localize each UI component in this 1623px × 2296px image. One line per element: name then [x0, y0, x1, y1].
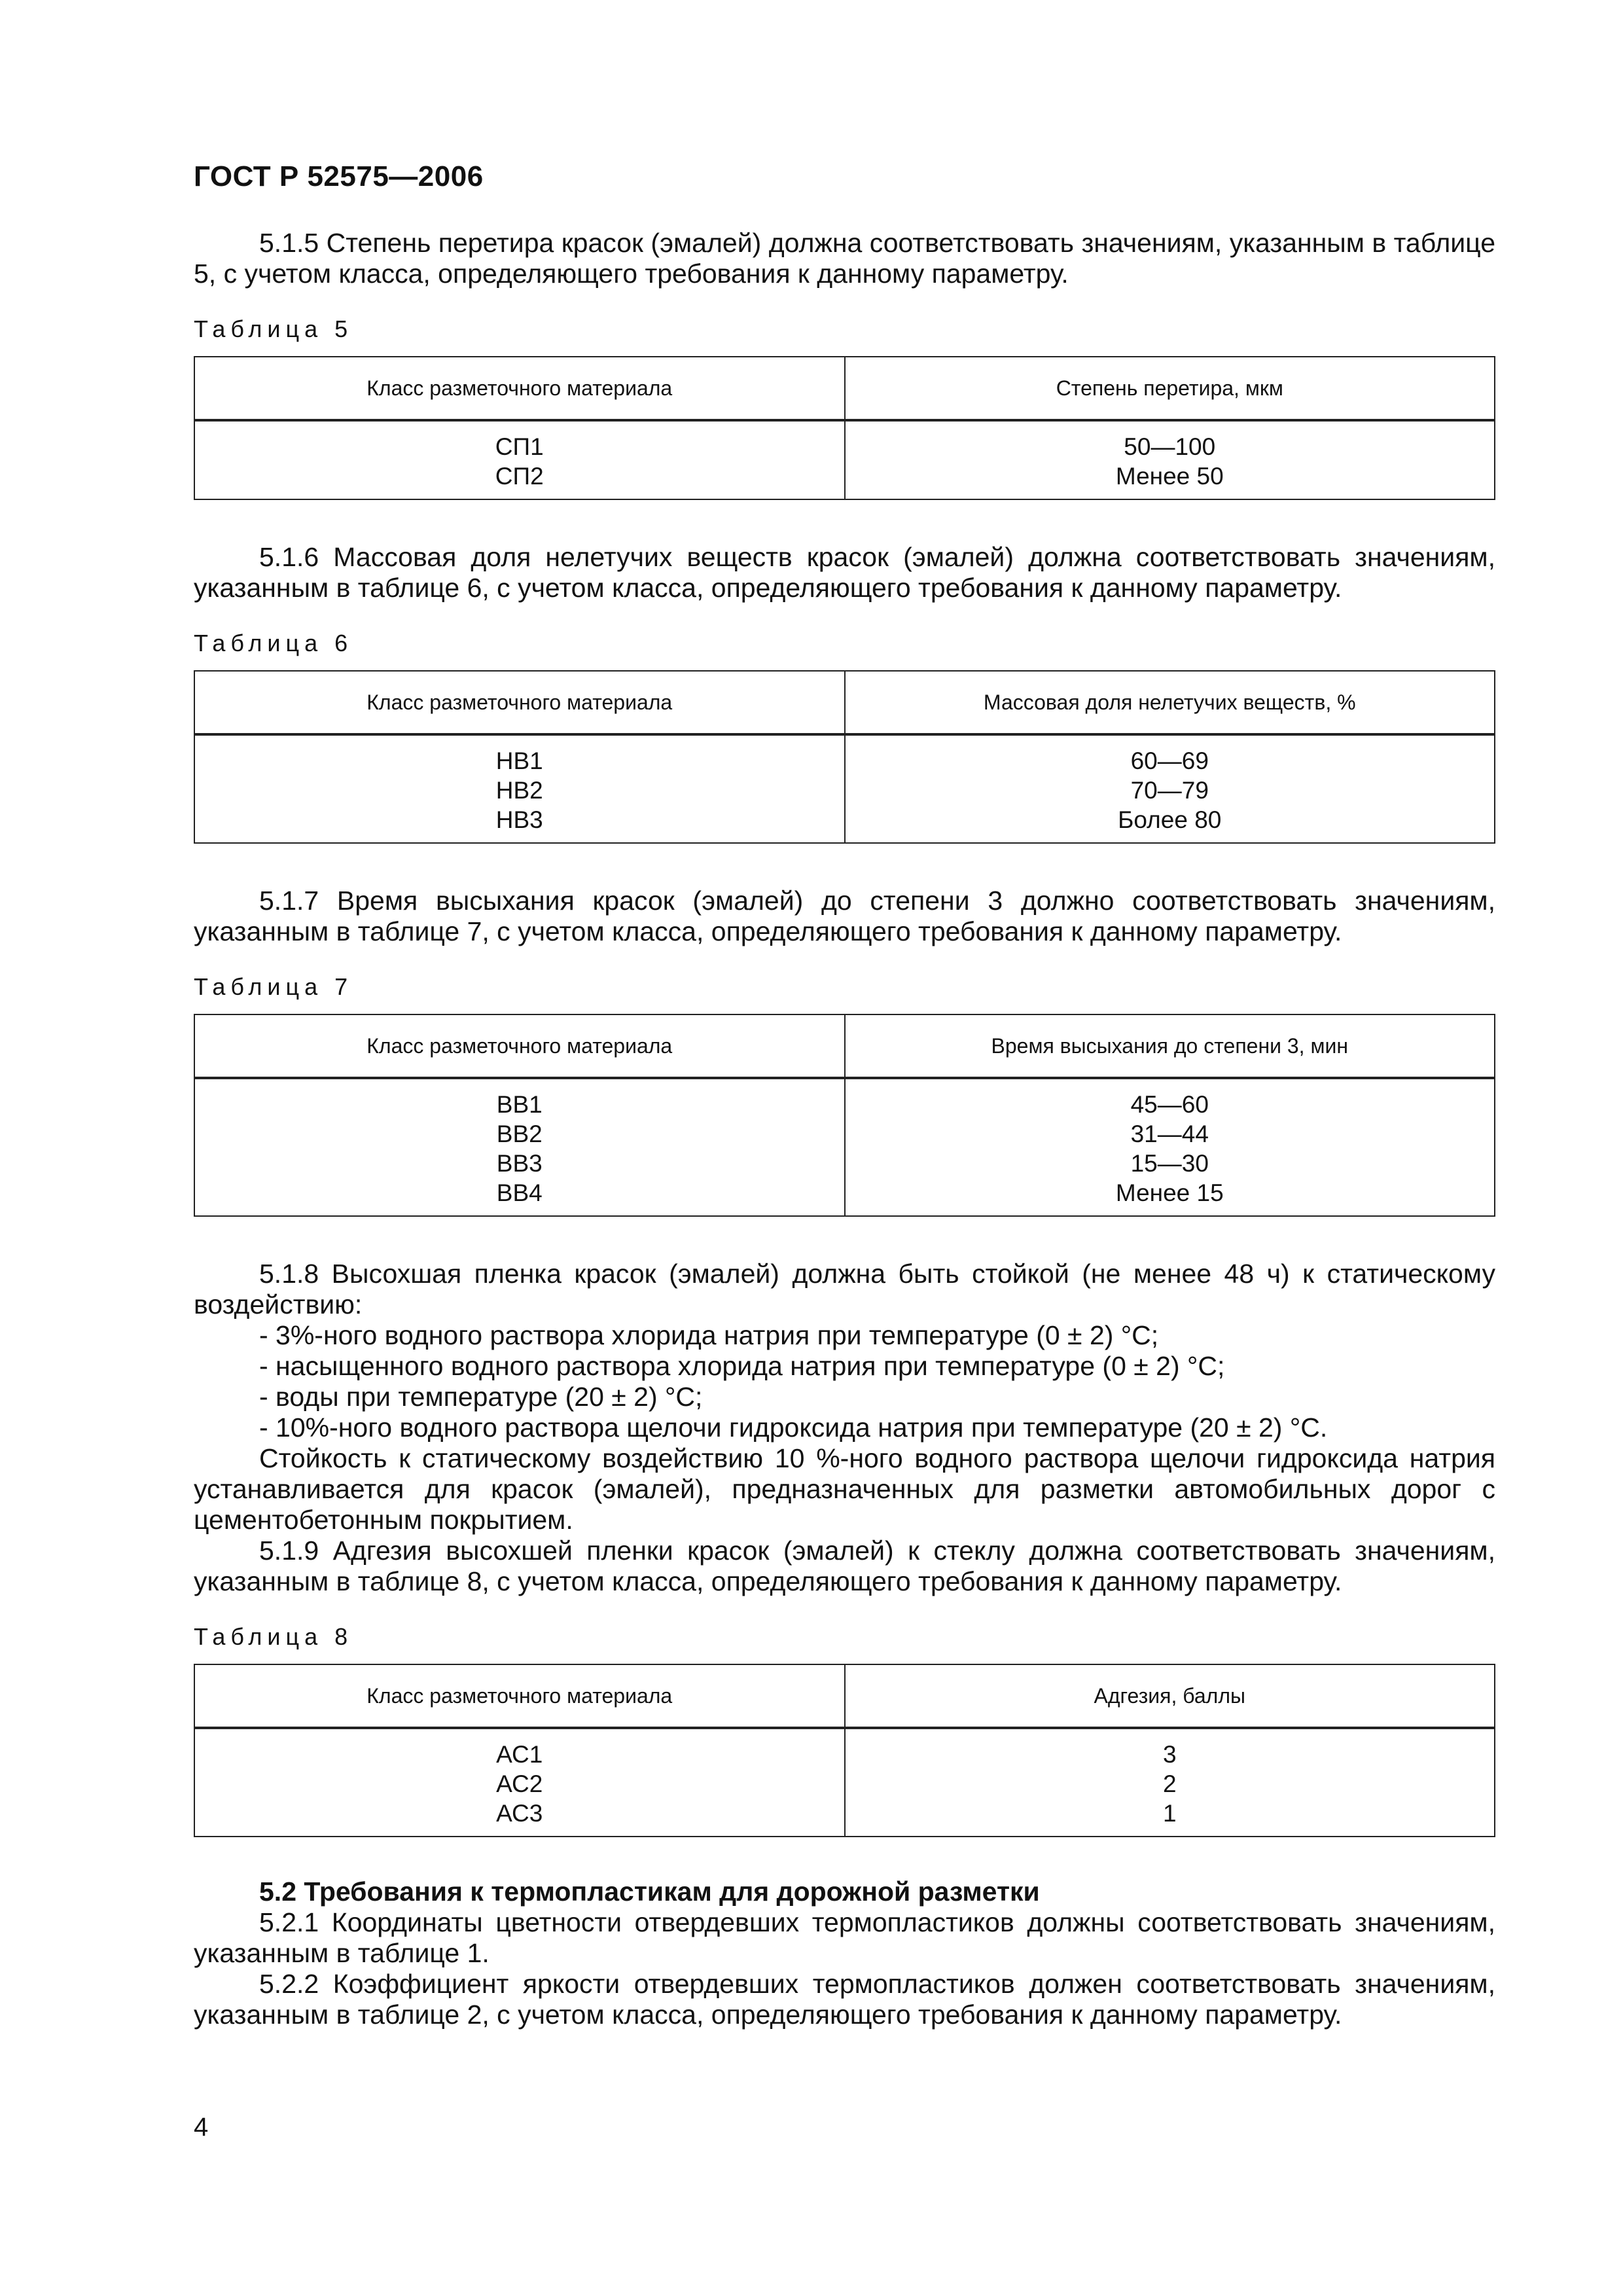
table-value: 15—30: [1130, 1150, 1209, 1177]
paragraph-5-1-8-note: Стойкость к статическому воздействию 10 %-ного водного раствора щелочи гидроксида натрия устанавливается для красок (эмалей), предназначенных для разметки автомобильных дорог с цементобетонным покрытием.: [194, 1443, 1495, 1535]
paragraph-5-2-2: 5.2.2 Коэффициент яркости отвердевших термопластиков должен соответствовать значениям, указанным в таблице 2, с учетом класса, определяющего требования к данному параметру.: [194, 1969, 1495, 2030]
table-cell: [194, 420, 845, 499]
table-header-row: [194, 1664, 1495, 1728]
table-8: [194, 1664, 1495, 1837]
table-header-cell: Степень перетира, мкм: [845, 357, 1495, 420]
table-value: 70—79: [1130, 777, 1209, 804]
table-value: 3: [1162, 1741, 1177, 1768]
table-row: [194, 420, 1495, 499]
table-cell: [845, 1728, 1495, 1837]
table-header-cell: Класс разметочного материала: [194, 357, 845, 420]
table-8-caption: Таблица 8: [194, 1623, 353, 1650]
table-header-cell: Класс разметочного материала: [194, 671, 845, 734]
table-value: СП2: [495, 463, 544, 490]
table-value: СП1: [495, 433, 544, 460]
table-value: НВ1: [495, 747, 543, 774]
paragraph-5-1-7: 5.1.7 Время высыхания красок (эмалей) до степени 3 должно соответствовать значениям, указанным в таблице 7, с учетом класса, определяющего требования к данному параметру.: [194, 886, 1495, 946]
table-7: [194, 1014, 1495, 1217]
table-value: НВ2: [495, 777, 543, 804]
table-cell: [845, 1078, 1495, 1216]
table-header-row: [194, 1014, 1495, 1078]
table-header-cell: Класс разметочного материала: [194, 1664, 845, 1728]
table-row: [194, 1728, 1495, 1837]
table-row: [194, 1078, 1495, 1216]
table-value: АС1: [496, 1741, 543, 1768]
list-item: - насыщенного водного раствора хлорида натрия при температуре (0 ± 2) °С;: [259, 1351, 1225, 1381]
table-header-cell: Время высыхания до степени 3, мин: [845, 1014, 1495, 1078]
table-6-caption: Таблица 6: [194, 630, 353, 656]
table-value: ВВ2: [496, 1121, 543, 1147]
table-value: 45—60: [1130, 1091, 1209, 1118]
table-value: ВВ1: [496, 1091, 543, 1118]
table-value: Менее 50: [1115, 463, 1224, 490]
table-5: [194, 356, 1495, 500]
table-5-caption: Таблица 5: [194, 315, 353, 342]
table-value: 2: [1162, 1770, 1177, 1797]
table-value: АС3: [496, 1800, 543, 1827]
table-header-row: [194, 357, 1495, 420]
section-heading-5-2: 5.2 Требования к термопластикам для дорожной разметки: [259, 1876, 1040, 1907]
table-value: ВВ3: [496, 1150, 543, 1177]
document-header: ГОСТ Р 52575—2006: [194, 160, 484, 192]
paragraph-5-1-5: 5.1.5 Степень перетира красок (эмалей) должна соответствовать значениям, указанным в таблице 5, с учетом класса, определяющего требования к данному параметру.: [194, 228, 1495, 289]
paragraph-5-1-9: 5.1.9 Адгезия высохшей пленки красок (эмалей) к стеклу должна соответствовать значениям, указанным в таблице 8, с учетом класса, определяющего требования к данному параметру.: [194, 1535, 1495, 1596]
table-value: 1: [1162, 1800, 1177, 1827]
table-value: Менее 15: [1115, 1179, 1224, 1206]
table-cell: [194, 1078, 845, 1216]
table-value: НВ3: [495, 806, 543, 833]
table-value: 60—69: [1130, 747, 1209, 774]
list-item: - воды при температуре (20 ± 2) °С;: [259, 1382, 703, 1412]
table-value: АС2: [496, 1770, 543, 1797]
table-cell: [194, 734, 845, 843]
paragraph-5-2-1: 5.2.1 Координаты цветности отвердевших термопластиков должны соответствовать значениям, указанным в таблице 1.: [194, 1907, 1495, 1968]
table-cell: [845, 420, 1495, 499]
table-header-cell: Класс разметочного материала: [194, 1014, 845, 1078]
list-item: - 3%-ного водного раствора хлорида натрия при температуре (0 ± 2) °С;: [259, 1320, 1159, 1350]
page-number: 4: [194, 2113, 209, 2142]
table-7-caption: Таблица 7: [194, 973, 353, 1000]
table-header-cell: Адгезия, баллы: [845, 1664, 1495, 1728]
table-cell: [845, 734, 1495, 843]
list-item: - 10%-ного водного раствора щелочи гидроксида натрия при температуре (20 ± 2) °С.: [259, 1412, 1328, 1443]
table-value: 50—100: [1124, 433, 1216, 460]
table-value: ВВ4: [496, 1179, 543, 1206]
table-row: [194, 734, 1495, 843]
paragraph-5-1-6: 5.1.6 Массовая доля нелетучих веществ красок (эмалей) должна соответствовать значениям, указанным в таблице 6, с учетом класса, определяющего требования к данному параметру.: [194, 542, 1495, 603]
document-body: [194, 228, 1495, 2030]
table-value: 31—44: [1130, 1121, 1209, 1147]
table-header-row: [194, 671, 1495, 734]
table-header-cell: Массовая доля нелетучих веществ, %: [845, 671, 1495, 734]
paragraph-5-1-8: 5.1.8 Высохшая пленка красок (эмалей) должна быть стойкой (не менее 48 ч) к статическому воздействию:: [194, 1259, 1495, 1319]
table-cell: [194, 1728, 845, 1837]
table-value: Более 80: [1118, 806, 1222, 833]
table-6: [194, 670, 1495, 844]
